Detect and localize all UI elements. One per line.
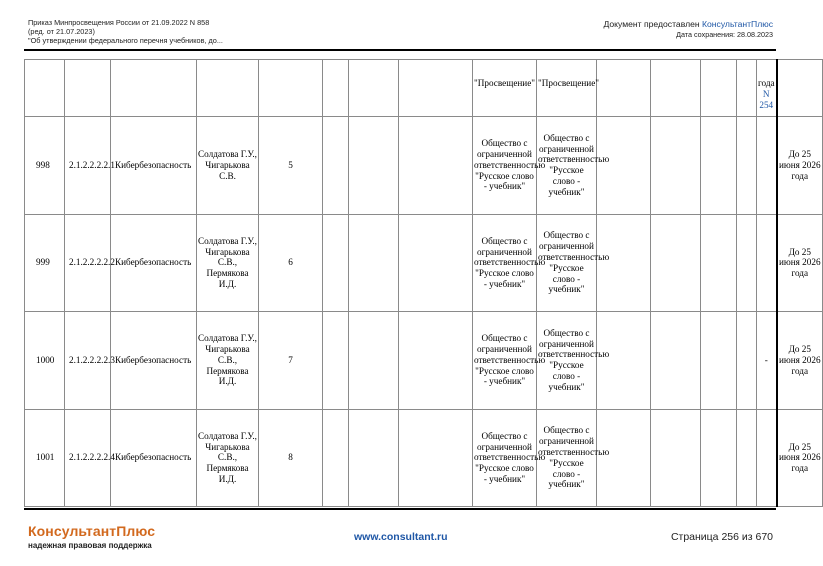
row-note: [757, 409, 777, 507]
row-subject: Кибербезопасность: [111, 214, 197, 312]
row-deadline: До 25 июня 2026 года: [777, 214, 823, 312]
row-publisher2: Общество с ограниченной ответственностью "Русское слово - учебник": [537, 409, 597, 507]
row-code: 2.1.2.2.2.2.1: [65, 117, 111, 215]
save-date: Дата сохранения: 28.08.2023: [676, 30, 773, 39]
provider-block: [603, 19, 773, 40]
row-publisher1: Общество с ограниченной ответственностью "Русское слово - учебник": [473, 312, 537, 410]
row-number: 1000: [25, 312, 65, 410]
publisher2-header: "Просвещение": [537, 60, 597, 117]
row-authors: Солдатова Г.У., Чигарькова С.В., Пермякова И.Д.: [197, 214, 259, 312]
row-publisher1: Общество с ограниченной ответственностью "Русское слово - учебник": [473, 117, 537, 215]
table-row: [25, 409, 823, 507]
row-publisher2: Общество с ограниченной ответственностью "Русское слово - учебник": [537, 312, 597, 410]
provided-prefix: Документ предоставлен: [603, 19, 700, 29]
row-number: 998: [25, 117, 65, 215]
row-subject: Кибербезопасность: [111, 312, 197, 410]
order-number[interactable]: 254: [759, 99, 774, 110]
publisher1-header: "Просвещение": [473, 60, 537, 117]
row-publisher1: Общество с ограниченной ответственностью "Русское слово - учебник": [473, 214, 537, 312]
row-grade: 5: [259, 117, 323, 215]
provided-by: [603, 19, 773, 30]
row-authors: Солдатова Г.У., Чигарькова С.В.: [197, 117, 259, 215]
row-deadline: До 25 июня 2026 года: [777, 409, 823, 507]
order-prefix: года: [758, 78, 775, 88]
document-title-block: [28, 18, 358, 46]
row-grade: 8: [259, 409, 323, 507]
row-subject: Кибербезопасность: [111, 117, 197, 215]
row-deadline: До 25 июня 2026 года: [777, 312, 823, 410]
row-deadline: До 25 июня 2026 года: [777, 117, 823, 215]
row-note: [757, 117, 777, 215]
document-title-line: Приказ Минпросвещения России от 21.09.2022 N 858: [28, 18, 210, 27]
footer-url-link[interactable]: www.consultant.ru: [354, 531, 448, 543]
footer-tagline: надежная правовая поддержка: [28, 541, 152, 550]
table-header-row: [25, 60, 823, 117]
footer-divider: [24, 508, 776, 510]
provider-link[interactable]: КонсультантПлюс: [702, 19, 773, 29]
order-reference-cell: [757, 60, 777, 117]
row-publisher2: Общество с ограниченной ответственностью "Русское слово - учебник": [537, 117, 597, 215]
table-row: [25, 214, 823, 312]
row-note: -: [757, 312, 777, 410]
footer-brand: [28, 523, 155, 551]
row-note: [757, 214, 777, 312]
row-code: 2.1.2.2.2.2.4: [65, 409, 111, 507]
header-divider: [24, 49, 776, 51]
document-subject-line: "Об утверждении федерального перечня учебников, до...: [28, 36, 223, 46]
consultant-logo[interactable]: КонсультантПлюс: [28, 523, 156, 539]
row-grade: 7: [259, 312, 323, 410]
row-publisher2: Общество с ограниченной ответственностью "Русское слово - учебник": [537, 214, 597, 312]
row-publisher1: Общество с ограниченной ответственностью "Русское слово - учебник": [473, 409, 537, 507]
textbook-table: [24, 59, 823, 507]
row-subject: Кибербезопасность: [111, 409, 197, 507]
row-grade: 6: [259, 214, 323, 312]
row-number: 1001: [25, 409, 65, 507]
row-code: 2.1.2.2.2.2.2: [65, 214, 111, 312]
row-authors: Солдатова Г.У., Чигарькова С.В., Пермякова И.Д.: [197, 409, 259, 507]
page-counter: Страница 256 из 670: [670, 531, 773, 543]
order-n[interactable]: N: [762, 88, 770, 99]
row-number: 999: [25, 214, 65, 312]
table-row: [25, 312, 823, 410]
table-row: [25, 117, 823, 215]
row-authors: Солдатова Г.У., Чигарькова С.В., Пермякова И.Д.: [197, 312, 259, 410]
row-code: 2.1.2.2.2.2.3: [65, 312, 111, 410]
document-edition-line: (ред. от 21.07.2023): [28, 27, 95, 37]
